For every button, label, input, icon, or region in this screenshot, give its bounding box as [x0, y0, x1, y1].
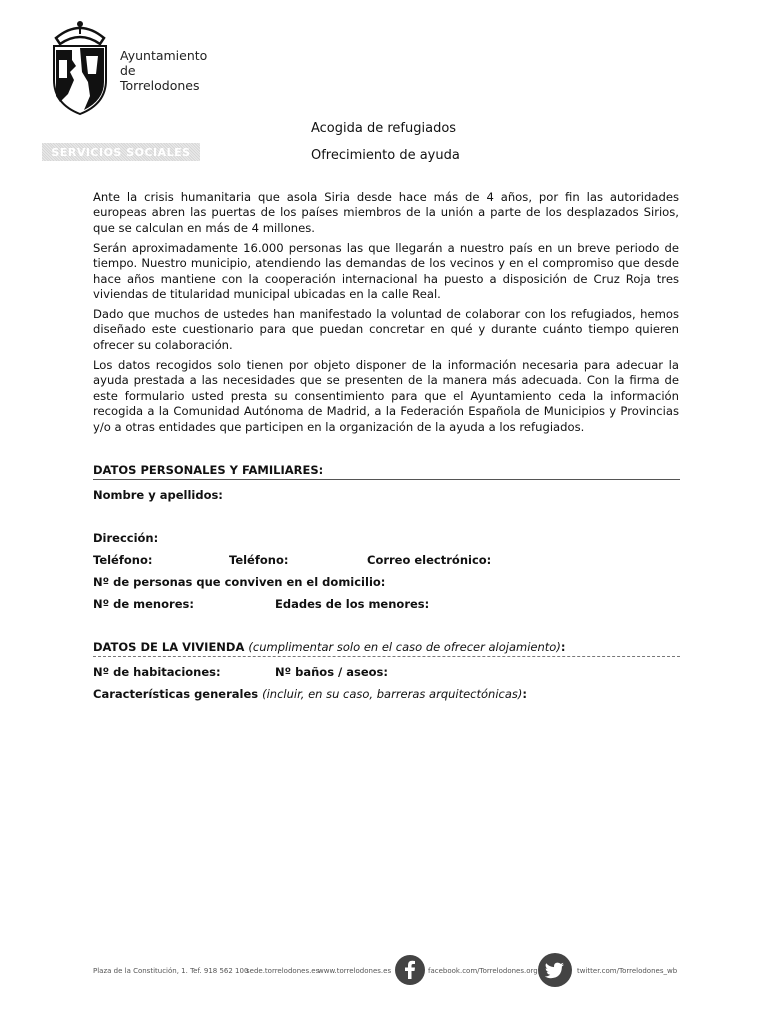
- section-housing-header: [93, 640, 680, 657]
- household-field-label: Nº de personas que conviven en el domicilio:: [93, 575, 386, 589]
- section-personal-header: [93, 463, 680, 480]
- rooms-field-label: Nº de habitaciones:: [93, 665, 221, 679]
- section-housing-note: (cumplimentar solo en el caso de ofrecer alojamiento): [248, 640, 561, 654]
- features-field-label: [93, 687, 527, 701]
- phone2-field-label: Teléfono:: [229, 553, 289, 567]
- document-subtitle: Ofrecimiento de ayuda: [311, 148, 460, 163]
- org-name-line1: Ayuntamiento: [120, 48, 208, 63]
- footer-twitter-link[interactable]: twitter.com/Torrelodones_wb: [577, 967, 678, 975]
- footer-sede-link[interactable]: sede.torrelodones.es: [246, 967, 320, 975]
- facebook-icon[interactable]: [395, 955, 425, 985]
- municipal-logo: [46, 16, 114, 116]
- section-housing-colon: :: [560, 640, 566, 654]
- address-field-label: Dirección:: [93, 531, 159, 545]
- org-name-line3: Torrelodones: [120, 78, 200, 93]
- section-personal-title: DATOS PERSONALES Y FAMILIARES:: [93, 463, 324, 477]
- intro-paragraph-1: Ante la crisis humanitaria que asola Siria desde hace más de 4 años, por fin las autoridades europeas abren las puertas de los países miembros de la unión a parte de los desplazados Sirios, que se calculan en más de 4 millones.: [93, 190, 679, 235]
- features-label-note: (incluir, en su caso, barreras arquitectónicas): [262, 687, 523, 701]
- bathrooms-field-label: Nº baños / aseos:: [275, 665, 388, 679]
- intro-paragraph-4: Los datos recogidos solo tienen por objeto disponer de la información necesaria para adecuar la ayuda prestada a las necesidades que se presenten de la manera más adecuada. Con la firma de este formulario usted presta su consentimiento para que el Ayuntamiento ceda la información recogida a la Comunidad Autónoma de Madrid, a la Federación Española de Municipios y Provincias y/o a otras entidades que participen en la organización de la ayuda a los refugiados.: [93, 358, 679, 434]
- minors-field-label: Nº de menores:: [93, 597, 194, 611]
- minors-ages-field-label: Edades de los menores:: [275, 597, 430, 611]
- section-housing-title: DATOS DE LA VIVIENDA: [93, 640, 245, 654]
- twitter-icon[interactable]: [538, 953, 572, 987]
- org-name-line2: de: [120, 63, 136, 78]
- department-badge: SERVICIOS SOCIALES: [42, 143, 200, 161]
- name-field-label: Nombre y apellidos:: [93, 488, 223, 502]
- phone1-field-label: Teléfono:: [93, 553, 153, 567]
- features-label-text: Características generales: [93, 687, 259, 701]
- footer-facebook-link[interactable]: facebook.com/Torrelodones.org: [428, 967, 538, 975]
- intro-paragraph-2: Serán aproximadamente 16.000 personas las que llegarán a nuestro país en un breve periodo de tiempo. Nuestro municipio, atendiendo las demandas de los vecinos y en el compromiso que desde hace años mantiene con la cooperación internacional ha puesto a disposición de Cruz Roja tres viviendas de titularidad municipal ubicadas en la calle Real.: [93, 241, 679, 302]
- footer-web-link[interactable]: www.torrelodones.es: [318, 967, 392, 975]
- document-title: Acogida de refugiados: [311, 121, 457, 136]
- features-label-colon: :: [522, 687, 527, 701]
- email-field-label: Correo electrónico:: [367, 553, 492, 567]
- intro-paragraph-3: Dado que muchos de ustedes han manifestado la voluntad de colaborar con los refugiados, hemos diseñado este cuestionario para que puedan concretar en qué y durante cuánto tiempo quieren ofrecer su colaboración.: [93, 307, 679, 352]
- footer-address: Plaza de la Constitución, 1. Tef. 918 562 100: [93, 967, 249, 975]
